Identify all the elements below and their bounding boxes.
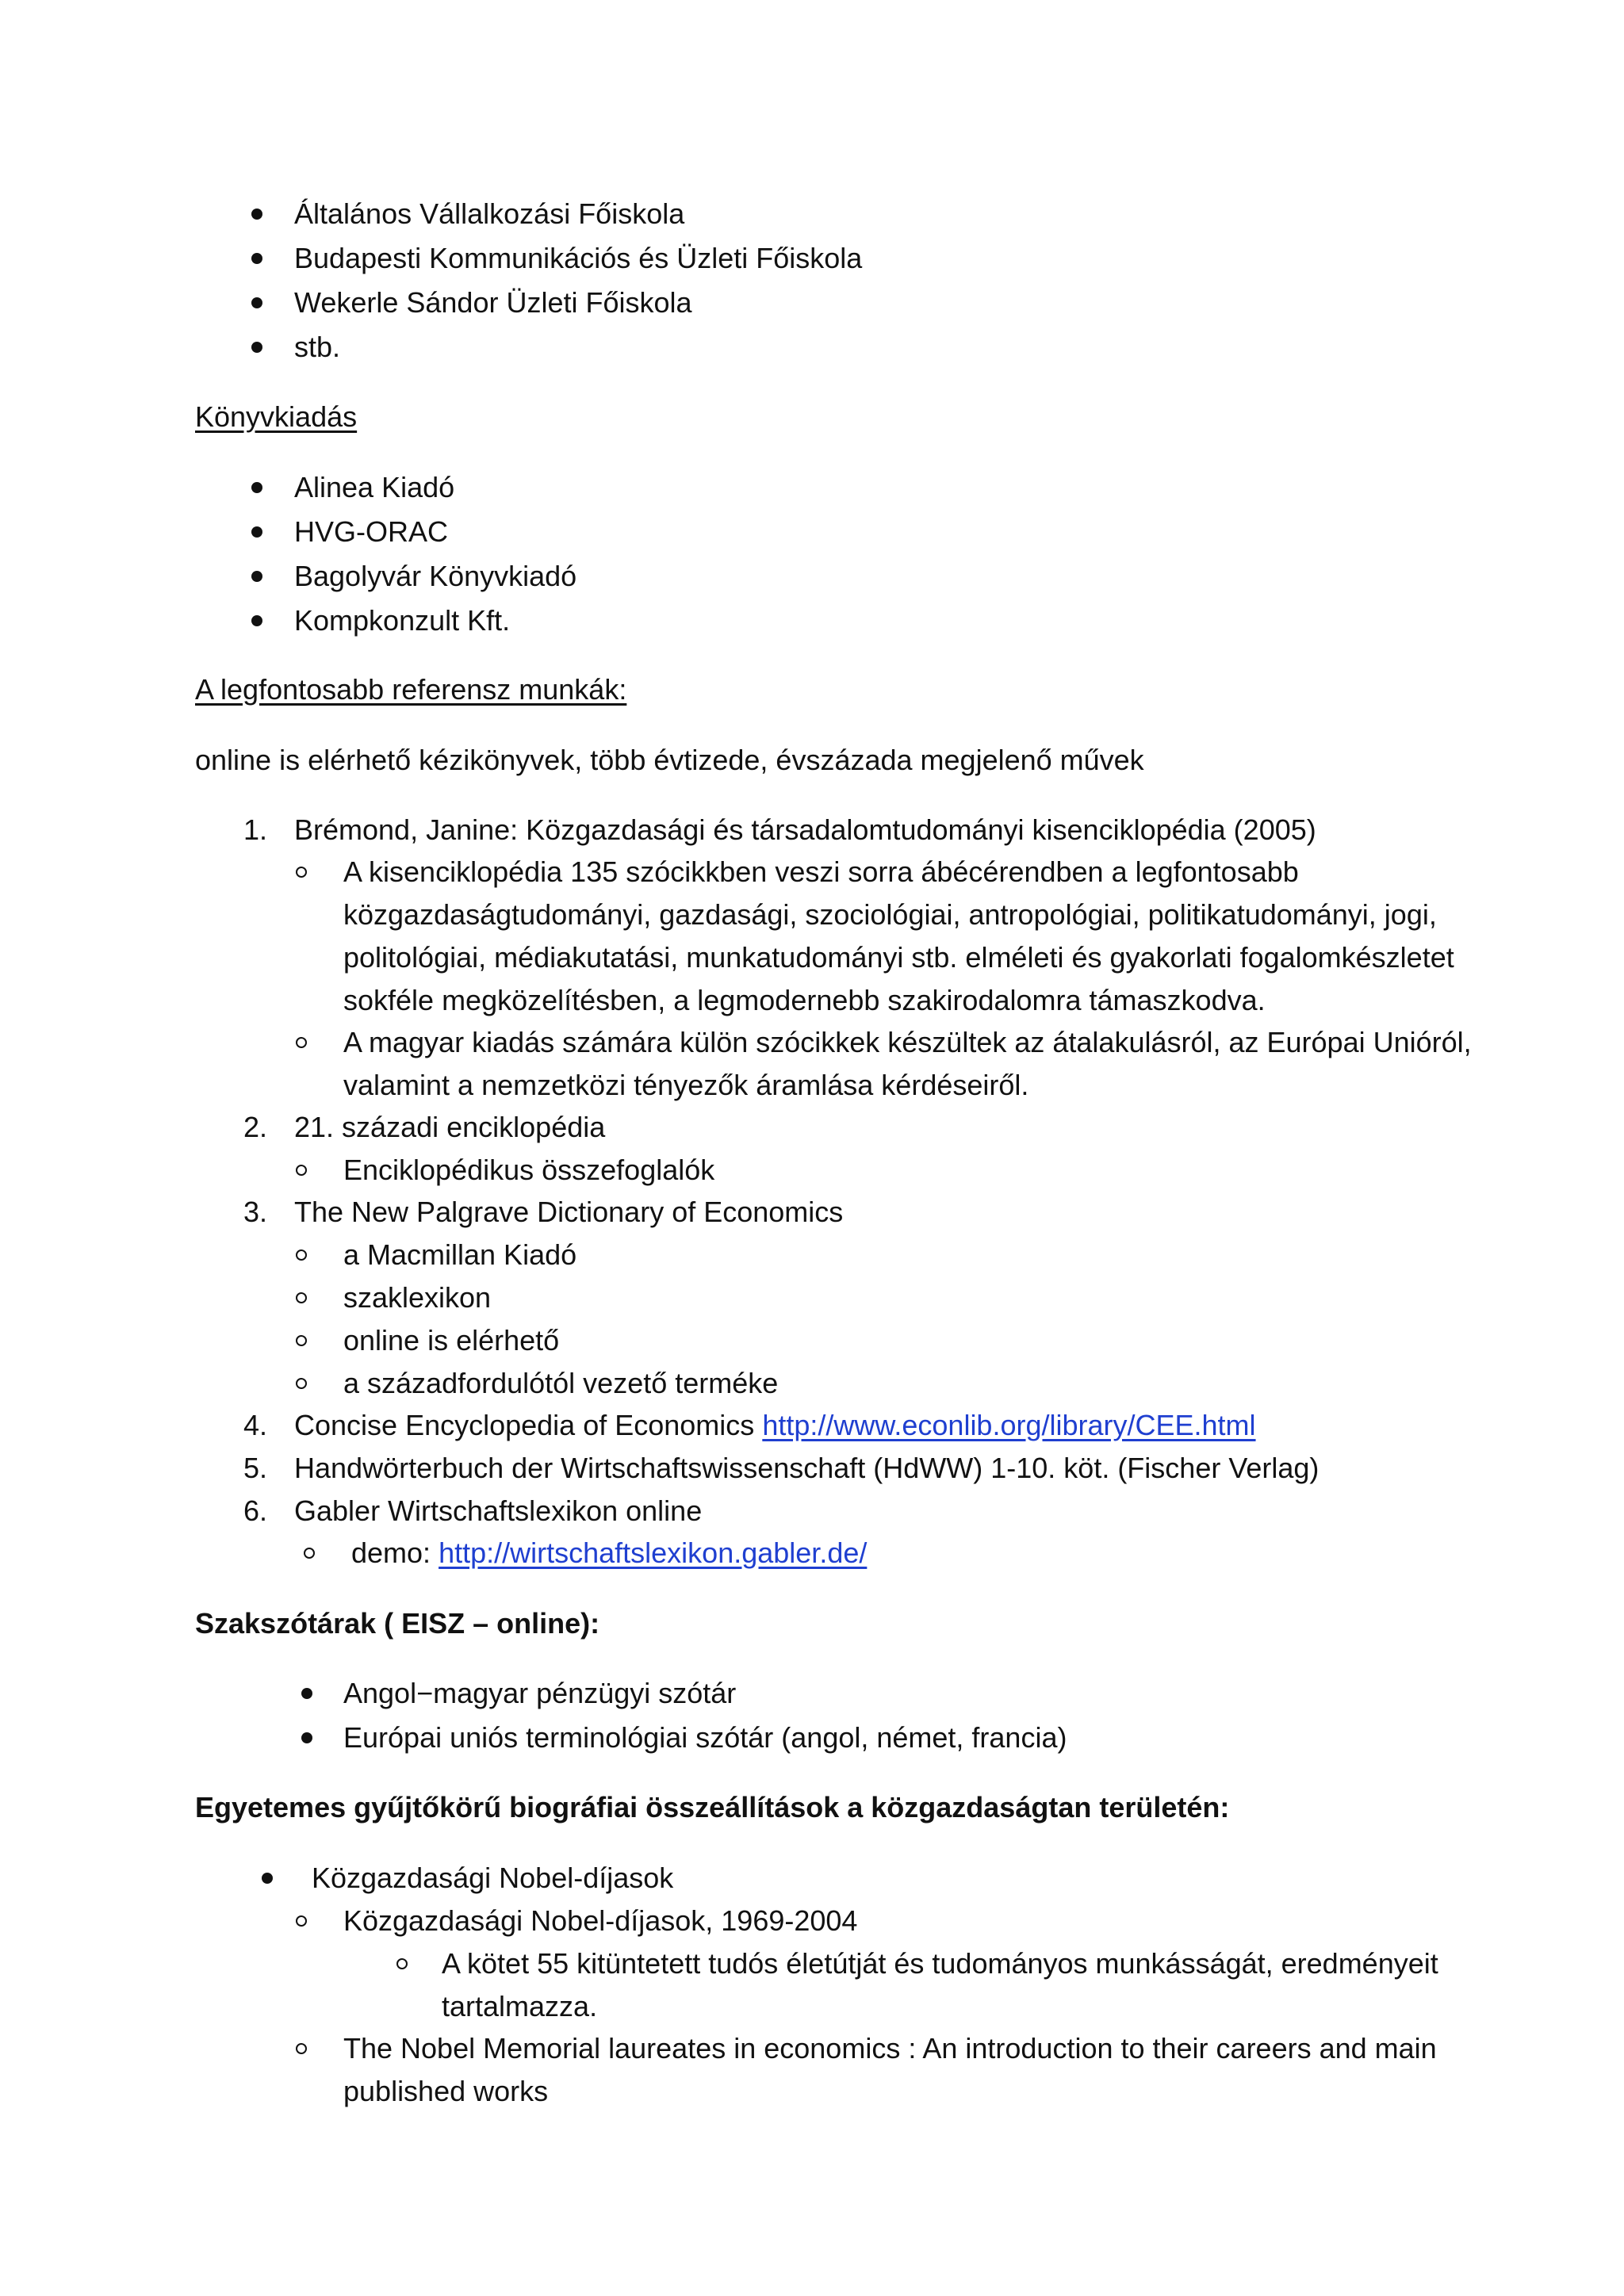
sub-item-line: A kisenciklopédia 135 szócikkben veszi sorra ábécérendben a legfontosabb <box>343 855 1299 888</box>
list-item: Közgazdasági Nobel-díjasok <box>312 1862 674 1894</box>
list-number: 5. <box>243 1452 268 1484</box>
sub-item-line: közgazdaságtudományi, gazdasági, szociológiai, antropológiai, politikatudományi, jogi, <box>343 898 1437 931</box>
demo-label: demo: <box>351 1536 431 1569</box>
sub-bullet <box>296 1037 307 1048</box>
list-item: 21. századi enciklopédia <box>294 1111 606 1143</box>
sub-bullet <box>296 1165 307 1176</box>
heading-dictionaries: Szakszótárak ( EISZ – online): <box>195 1607 600 1640</box>
sub-sub-bullet <box>396 1958 408 1969</box>
sub-bullet <box>296 867 307 878</box>
sub-item-line: valamint a nemzetközi tényezők áramlása kérdéseiről. <box>343 1069 1029 1101</box>
sub-item-line: sokféle megközelítésben, a legmodernebb szakirodalomra támaszkodva. <box>343 984 1266 1016</box>
list-number: 6. <box>243 1494 268 1527</box>
bullet <box>251 526 262 538</box>
sub-bullet <box>296 1335 307 1346</box>
list-number: 3. <box>243 1196 268 1228</box>
list-item: Handwörterbuch der Wirtschaftswissenschaft (HdWW) 1-10. köt. (Fischer Verlag) <box>294 1452 1320 1484</box>
references-intro: online is elérhető kézikönyvek, több évtizede, évszázada megjelenő művek <box>195 744 1144 776</box>
heading-book-publishing: Könyvkiadás <box>195 400 358 433</box>
sub-item-line: A magyar kiadás számára külön szócikkek készültek az átalakulásról, az Európai Unióról, <box>343 1026 1472 1058</box>
sub-item: Enciklopédikus összefoglalók <box>343 1154 715 1186</box>
sub-bullet <box>296 1249 307 1261</box>
sub-sub-item-line: tartalmazza. <box>442 1990 598 2022</box>
sub-item-line: The Nobel Memorial laureates in economics : An introduction to their careers and main <box>343 2032 1437 2064</box>
list-item-text: Concise Encyclopedia of Economics <box>294 1409 755 1441</box>
sub-item-line: politológiai, médiakutatási, munkatudományi stb. elméleti és gyakorlati fogalomkészletet <box>343 941 1454 974</box>
bullet <box>251 342 262 353</box>
econlib-link[interactable]: http://www.econlib.org/library/CEE.html <box>762 1409 1256 1441</box>
list-item: Európai uniós terminológiai szótár (angol, német, francia) <box>343 1721 1067 1754</box>
bullet <box>262 1873 273 1884</box>
list-item: stb. <box>294 331 341 363</box>
sub-bullet <box>304 1548 315 1559</box>
bullet <box>251 482 262 493</box>
list-item: Angol−magyar pénzügyi szótár <box>343 1677 737 1709</box>
list-item: The New Palgrave Dictionary of Economics <box>294 1196 844 1228</box>
sub-item: Közgazdasági Nobel-díjasok, 1969-2004 <box>343 1904 858 1937</box>
bullet <box>251 571 262 582</box>
sub-item: szaklexikon <box>343 1281 492 1314</box>
sub-bullet <box>296 1292 307 1303</box>
sub-item: online is elérhető <box>343 1324 560 1357</box>
list-number: 2. <box>243 1111 268 1143</box>
heading-biographies: Egyetemes gyűjtőkörű biográfiai összeállítások a közgazdaságtan területén: <box>195 1791 1230 1823</box>
list-item: Kompkonzult Kft. <box>294 604 511 637</box>
list-item: Bagolyvár Könyvkiadó <box>294 560 577 592</box>
sub-item: a Macmillan Kiadó <box>343 1238 577 1271</box>
list-number: 4. <box>243 1409 268 1441</box>
sub-bullet <box>296 1915 307 1927</box>
list-item: Alinea Kiadó <box>294 471 455 503</box>
bullet <box>251 209 262 220</box>
sub-bullet <box>296 1378 307 1389</box>
bullet <box>301 1688 312 1699</box>
bullet <box>251 253 262 264</box>
bullet <box>251 615 262 626</box>
sub-bullet <box>296 2043 307 2054</box>
list-item: Budapesti Kommunikációs és Üzleti Főiskola <box>294 242 863 274</box>
list-item: HVG-ORAC <box>294 515 449 548</box>
list-number: 1. <box>243 813 268 846</box>
list-item: Wekerle Sándor Üzleti Főiskola <box>294 286 692 319</box>
sub-sub-item-line: A kötet 55 kitüntetett tudós életútját és tudományos munkásságát, eredményeit <box>442 1947 1438 1980</box>
sub-item-line: published works <box>343 2075 549 2107</box>
sub-item: a századfordulótól vezető terméke <box>343 1367 779 1399</box>
list-item <box>294 1404 1256 1447</box>
list-item: Általános Vállalkozási Főiskola <box>294 197 685 230</box>
sub-item <box>351 1532 867 1575</box>
list-item: Brémond, Janine: Közgazdasági és társadalomtudományi kisenciklopédia (2005) <box>294 813 1316 846</box>
heading-reference-works: A legfontosabb referensz munkák: <box>195 673 627 706</box>
bullet <box>301 1732 312 1743</box>
gabler-link[interactable]: http://wirtschaftslexikon.gabler.de/ <box>439 1536 868 1569</box>
bullet <box>251 297 262 308</box>
list-item: Gabler Wirtschaftslexikon online <box>294 1494 703 1527</box>
